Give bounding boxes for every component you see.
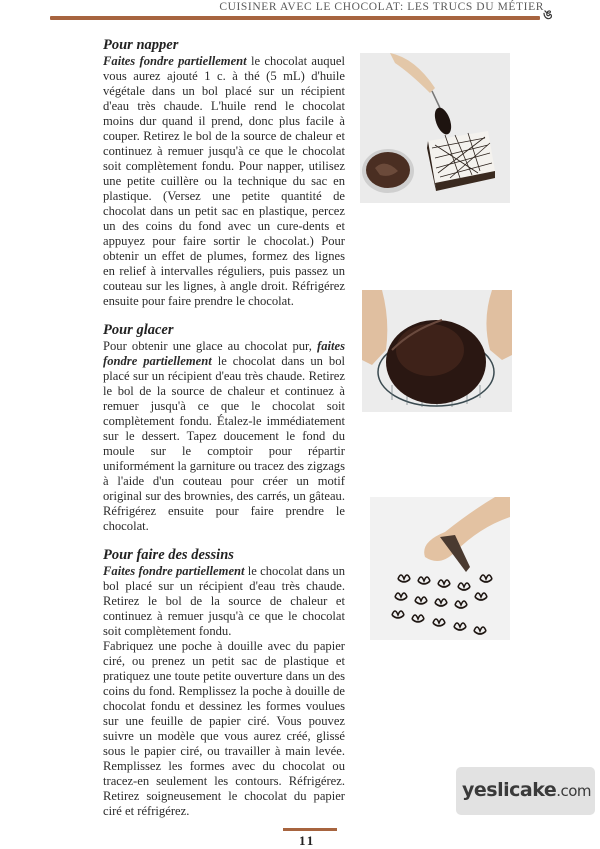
- section-title: Pour faire des dessins: [103, 547, 234, 563]
- body-text: le chocolat dans un bol placé sur un récipient d'eau très chaude. Retirez le bol de la source de chaleur et continuez à remuer jusqu'à ce que le chocolat soit complètement fondu.: [103, 564, 345, 638]
- header-rule: [50, 16, 540, 20]
- section-body-2: Fabriquez une poche à douille avec du papier ciré, ou prenez un petit sac de plastique et pratiquez une toute petite ouverture dans un des coins du fond. Remplissez la poche à douille de chocolat fondu et dessinez les formes voulues sur une feuille de papier ciré. Vous pouvez suivre un modèle que vous aurez créé, glissé sous le papier ciré, ou travailler à main levée. Remplissez les formes avec du chocolat ou tracez-en seulement les contours. Réfrigérez. Retirez soigneusement le chocolat du papier ciré et réfrigérez.: [103, 639, 345, 818]
- text-column: [103, 37, 345, 819]
- glazed-cake-illustration: [362, 290, 512, 412]
- body-text: le chocolat auquel vous aurez ajouté 1 c. à thé (5 mL) d'huile végétale dans un bol placé sur un récipient d'eau très chaude. L'huile rend le chocolat moins dur quand il prend, donc plus facile à couper. Retirez le bol de la source de chaleur et continuez à remuer jusqu'à ce que le chocolat soit complètement fondu. Pour napper, utilisez une petite cuillère ou la technique du sac en plastique. (Versez une petite quantité de chocolat dans un petit sac en plastique, percez un des coins du fond avec un cure-dents et appuyez pour faire sortir le chocolat.) Pour obtenir un effet de plumes, formez des lignes en relief à intervalles réguliers, puis passez un couteau sur les lignes, à angle droit. Réfrigérez ensuite pour faire prendre le chocolat.: [103, 54, 345, 308]
- section-glacer: [103, 322, 345, 534]
- photo-glazed-cake: [362, 290, 512, 412]
- ornament-icon: ঙ: [543, 8, 553, 23]
- section-body: [103, 54, 345, 309]
- page-number: 11: [299, 833, 316, 848]
- piped-designs-illustration: [370, 497, 510, 640]
- photo-piped-designs: [370, 497, 510, 640]
- photo-drizzle-chocolate: [360, 53, 510, 203]
- running-head: CUISINER AVEC LE CHOCOLAT: LES TRUCS DU MÉTIER: [219, 1, 544, 13]
- logo-brand: yeslicake: [462, 779, 557, 801]
- lead-emphasis: faites fondre partiellement: [103, 339, 345, 368]
- intro-text: Pour obtenir une glace au chocolat pur,: [103, 339, 318, 353]
- lead-emphasis: Faites fondre partiellement: [103, 564, 245, 578]
- section-body: [103, 564, 345, 639]
- section-dessins: [103, 547, 345, 819]
- drizzle-illustration: [360, 53, 510, 203]
- section-body: [103, 339, 345, 534]
- section-title: Pour napper: [103, 37, 179, 53]
- section-title: Pour glacer: [103, 322, 174, 338]
- footer-rule: [283, 828, 337, 831]
- logo-suffix: .com: [556, 782, 592, 800]
- watermark-logo: [456, 767, 595, 815]
- lead-emphasis: Faites fondre partiellement: [103, 54, 247, 68]
- section-napper: [103, 37, 345, 309]
- body-text: le chocolat dans un bol placé sur un récipient d'eau très chaude. Retirez le bol de la source de chaleur et continuez à remuer jusqu'à ce que le chocolat soit complètement fondu. Étalez-le immédiatement sur le dessert. Tapez doucement le fond du moule sur le comptoir pour répartir uniformément la garniture ou tracez des zigzags à l'aide d'un couteau pour créer un motif original sur des brownies, des carrés, un gâteau. Réfrigérez ensuite pour faire prendre le chocolat.: [103, 354, 345, 533]
